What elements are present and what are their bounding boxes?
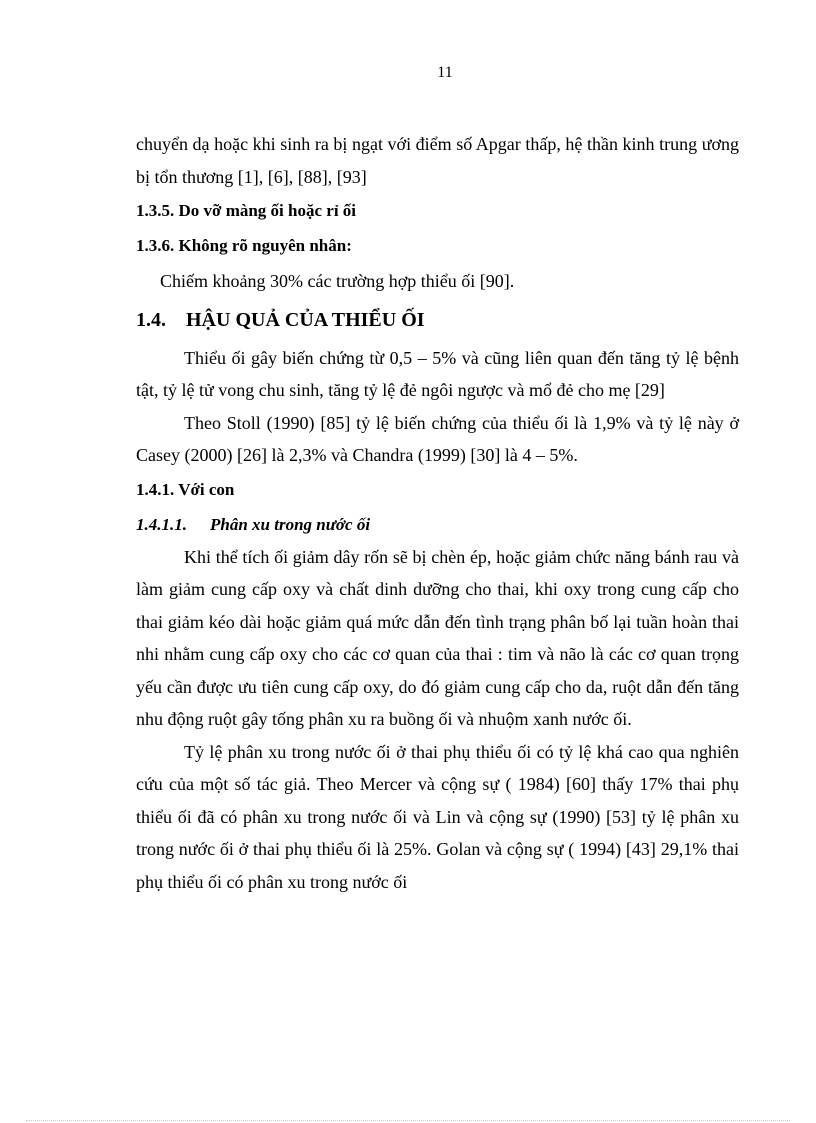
document-body	[136, 128, 739, 898]
paragraph-meconium-rates: Tỷ lệ phân xu trong nước ối ở thai phụ thiểu ối có tỷ lệ khá cao qua nghiên cứu của một số tác giả. Theo Mercer và cộng sự ( 1984) [60] thấy 17% thai phụ thiểu ối đã có phân xu trong nước ối và Lin và cộng sự (1990) [53] tỷ lệ phân xu trong nước ối ở thai phụ thiểu ối là 25%. Golan và cộng sự ( 1994) [43] 29,1% thai phụ thiểu ối có phân xu trong nước ối	[136, 741, 739, 892]
subsection-number: 1.4.1.1.	[136, 514, 187, 534]
section-heading-1-4	[136, 300, 739, 340]
page-bottom-divider	[26, 1120, 790, 1121]
paragraph-unknown-cause: Chiếm khoảng 30% các trường hợp thiểu ối [90].	[160, 271, 515, 291]
section-number: 1.4.	[136, 308, 166, 331]
section-title: HẬU QUẢ CỦA THIỂU ỐI	[186, 308, 425, 331]
paragraph-meconium-mechanism: Khi thể tích ối giảm dây rốn sẽ bị chèn ép, hoặc giảm chức năng bánh rau và làm giảm cung cấp oxy và chất dinh dưỡng cho thai, khi oxy trong cung cấp cho thai giảm kéo dài hoặc giảm quá mức dẫn đến tình trạng phân bố lại tuần hoàn thai nhi nhằm cung cấp oxy cho các cơ quan của thai : tim và não là các cơ quan trọng yếu cần được ưu tiên cung cấp oxy, do đó giảm cung cấp cho da, ruột dẫn đến tăng nhu động ruột gây tống phân xu ra buồng ối và nhuộm xanh nước ối.	[136, 546, 739, 729]
paragraph-stoll: Theo Stoll (1990) [85] tỷ lệ biến chứng của thiểu ối là 1,9% và tỷ lệ này ở Casey (2000) [26] là 2,3% và Chandra (1999) [30] là 4 – 5%.	[136, 412, 739, 465]
section-heading-1-4-1: 1.4.1. Với con	[136, 479, 235, 499]
subsection-title: Phân xu trong nước ối	[210, 514, 371, 534]
page-number: 11	[437, 64, 453, 81]
paragraph-complications: Thiểu ối gây biến chứng từ 0,5 – 5% và cũng liên quan đến tăng tỷ lệ bệnh tật, tỷ lệ tử vong chu sinh, tăng tỷ lệ đẻ ngôi ngược và mổ đẻ cho mẹ [29]	[136, 347, 739, 400]
paragraph-continuation: chuyển dạ hoặc khi sinh ra bị ngạt với điểm số Apgar thấp, hệ thần kinh trung ương bị tổn thương [1], [6], [88], [93]	[136, 134, 739, 187]
section-heading-1-4-1-1	[136, 509, 739, 541]
section-heading-1-3-6: 1.3.6. Không rõ nguyên nhân:	[136, 236, 352, 255]
section-heading-1-3-5: 1.3.5. Do vỡ màng ối hoặc rỉ ối	[136, 201, 357, 220]
